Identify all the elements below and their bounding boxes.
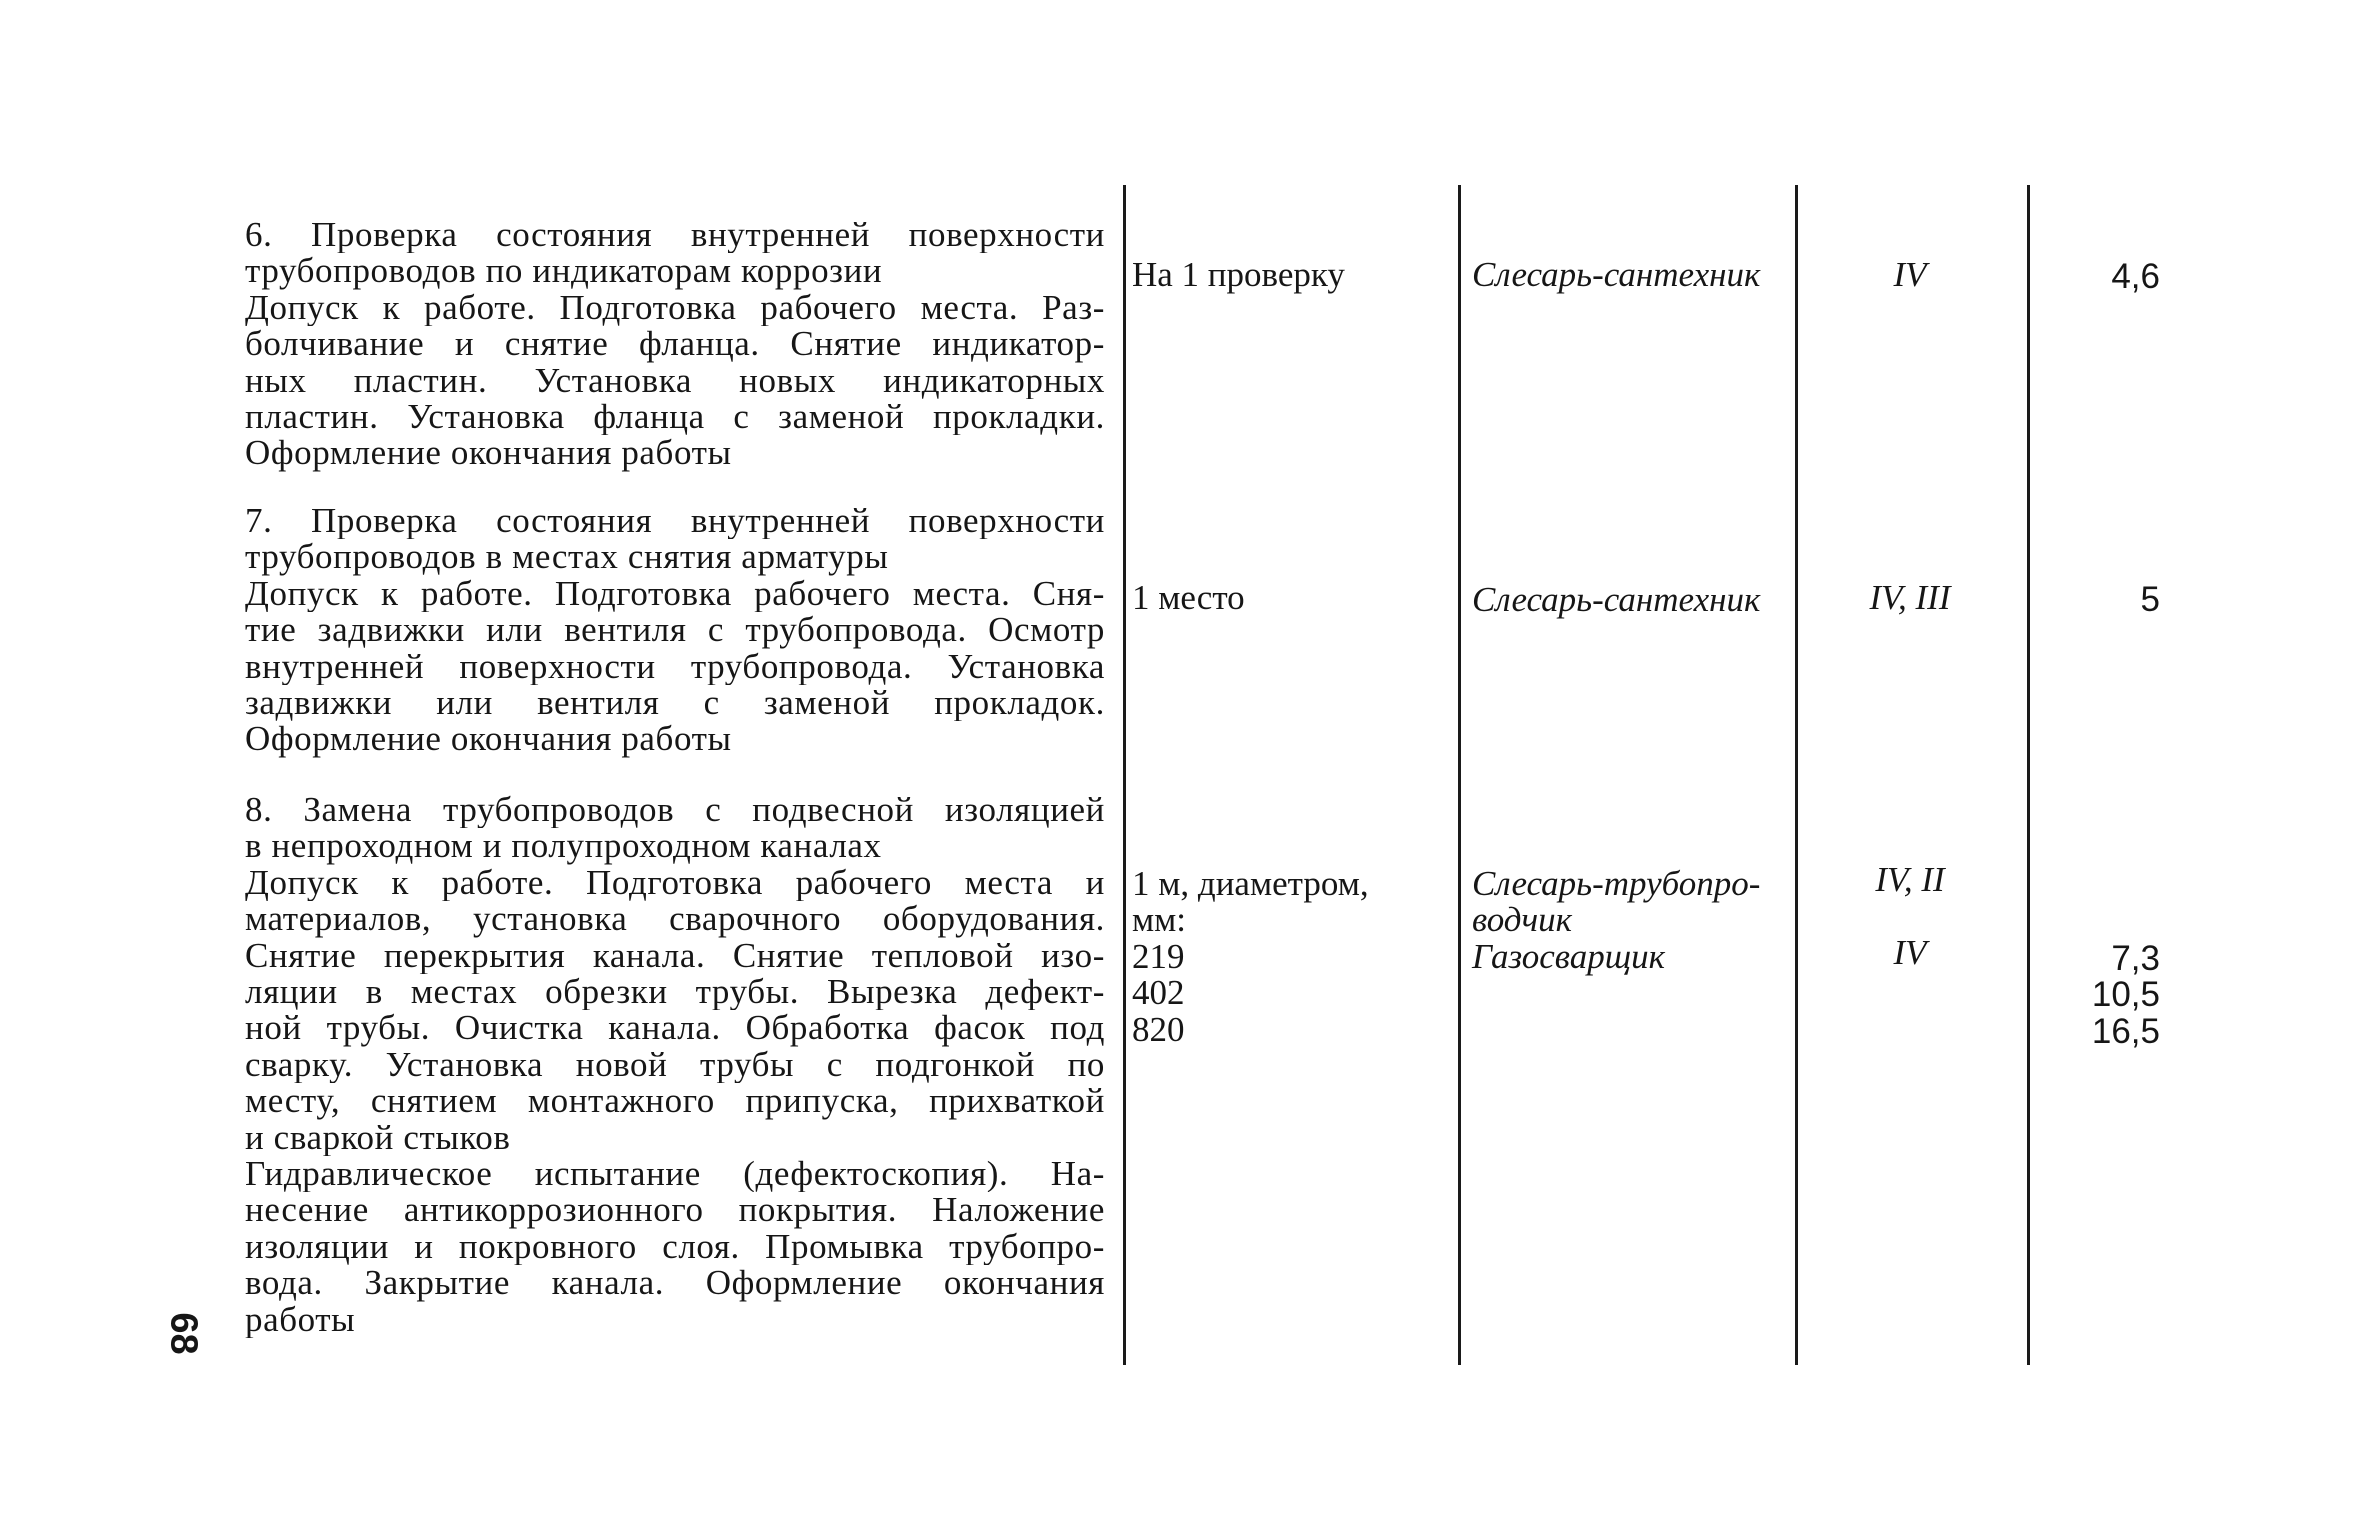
row-6-unit-text: На 1 проверку: [1132, 255, 1345, 294]
row-6-grade-text: IV: [1893, 255, 1927, 294]
row-8-diameter: 219: [1132, 936, 1185, 976]
row-8-description: [245, 792, 1105, 1338]
row-7-title-line: 7. Проверка состояния внутренней поверхности: [245, 503, 1105, 540]
row-8-body-line: несение антикоррозионного покрытия. Наложение: [245, 1192, 1105, 1229]
row-8-grade: [1800, 862, 2020, 971]
row-6-body-line: ных пластин. Установка новых индикаторных: [245, 362, 1105, 400]
row-8-body-line: сварку. Установка новой трубы с подгонкой по: [245, 1046, 1105, 1084]
row-6-description: [245, 217, 1105, 472]
row-6-norm-value: 4,6: [2111, 257, 2160, 296]
row-8-body-line: Допуск к работе. Подготовка рабочего места и: [245, 864, 1105, 902]
row-6-grade: [1800, 257, 2020, 293]
row-6-body-line: Оформление окончания работы: [245, 435, 732, 472]
row-7-grade: [1800, 580, 2020, 616]
row-7-body-line: Оформление окончания работы: [245, 721, 732, 758]
row-7-body-line: тие задвижки или вентиля с трубопровода. Осмотр: [245, 612, 1105, 649]
row-7-norm: [2030, 582, 2160, 618]
row-6-title-line: 6. Проверка состояния внутренней поверхности: [245, 217, 1105, 254]
row-6-body-line: Допуск к работе. Подготовка рабочего места. Раз-: [245, 289, 1105, 327]
row-8-profession-text: Слесарь-трубопро-: [1472, 864, 1761, 903]
row-7-body-line: Допуск к работе. Подготовка рабочего места. Сня-: [245, 575, 1105, 613]
row-7-grade-text: IV, III: [1869, 578, 1951, 617]
row-8-title-line: в непроходном и полупроходном каналах: [245, 828, 882, 865]
row-8-norm-value: 10,5: [2091, 975, 2160, 1015]
row-6-body-line: болчивание и снятие фланца. Снятие индикатор-: [245, 326, 1105, 363]
row-8-unit-text: мм:: [1132, 900, 1187, 940]
row-6-body-line: пластин. Установка фланца с заменой прокладки.: [245, 399, 1105, 436]
row-8-body-line: Гидравлическое испытание (дефектоскопия). На-: [245, 1156, 1105, 1193]
row-8-body-line: месту, снятием монтажного припуска, прихваткой: [245, 1083, 1105, 1120]
row-8-body-line: материалов, установка сварочного оборудования.: [245, 901, 1105, 938]
column-divider-4: [2027, 185, 2030, 1365]
row-8-diameter: 402: [1132, 973, 1185, 1013]
row-7-profession-text: Слесарь-сантехник: [1472, 580, 1761, 619]
row-8-body-line: Снятие перекрытия канала. Снятие тепловой изо-: [245, 937, 1105, 975]
row-6-title-line: трубопроводов по индикаторам коррозии: [245, 253, 883, 290]
row-6-unit: [1132, 257, 1442, 293]
row-8-grade-text: IV: [1893, 932, 1927, 972]
row-8-body-line: работы: [245, 1301, 356, 1339]
row-8-diameter: 820: [1132, 1009, 1185, 1049]
column-divider-3: [1795, 185, 1798, 1365]
row-7-title-line: трубопроводов в местах снятия арматуры: [245, 539, 889, 576]
row-6-profession-text: Слесарь-сантехник: [1472, 255, 1761, 294]
row-8-body-line: вода. Закрытие канала. Оформление окончания: [245, 1265, 1105, 1302]
row-8-title-line: 8. Замена трубопроводов с подвесной изоляцией: [245, 792, 1105, 829]
row-6-profession: [1472, 257, 1792, 293]
column-divider-1: [1123, 185, 1126, 1365]
row-7-body-line: задвижки или вентиля с заменой прокладок.: [245, 685, 1105, 722]
row-7-profession: [1472, 582, 1792, 618]
row-8-unit: [1132, 866, 1442, 1048]
row-8-norm-value: 7,3: [2111, 939, 2160, 978]
row-7-body-line: внутренней поверхности трубопровода. Установка: [245, 648, 1105, 686]
row-8-body-line: ной трубы. Очистка канала. Обработка фасок под: [245, 1010, 1105, 1047]
row-8-body-line: изоляции и покровного слоя. Промывка трубопро-: [245, 1228, 1105, 1266]
row-7-norm-value: 5: [2140, 580, 2160, 619]
row-8-norm-value: 16,5: [2091, 1011, 2160, 1051]
row-8-norm: [2030, 941, 2160, 1050]
row-8-profession-text: водчик: [1472, 900, 1573, 940]
row-8-grade-text: IV, II: [1875, 860, 1945, 899]
row-8-body-line: и сваркой стыков: [245, 1119, 511, 1157]
row-8-grade-text: [1800, 898, 2020, 934]
row-8-body-line: ляции в местах обрезки трубы. Вырезка дефект-: [245, 974, 1105, 1011]
row-7-unit: [1132, 580, 1442, 616]
row-8-unit-text: 1 м, диаметром,: [1132, 864, 1369, 903]
column-divider-2: [1458, 185, 1461, 1365]
page-number: 68: [162, 1312, 205, 1355]
row-8-profession: [1472, 866, 1792, 975]
row-7-description: [245, 503, 1105, 758]
row-7-unit-text: 1 место: [1132, 578, 1245, 617]
row-6-norm: [2030, 259, 2160, 295]
row-8-profession-text: Газосварщик: [1472, 936, 1666, 976]
